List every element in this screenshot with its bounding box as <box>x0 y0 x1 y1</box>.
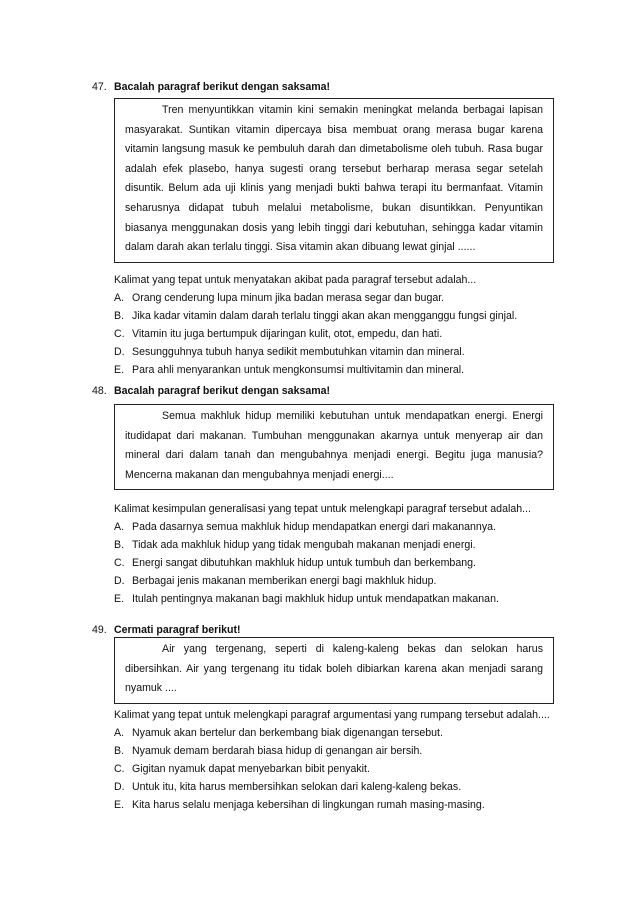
option-d: D. Untuk itu, kita harus membersihkan selokan dari kaleng-kaleng bekas. <box>114 780 462 793</box>
passage-box <box>114 404 554 490</box>
options-list <box>114 724 572 814</box>
option-b: B. Nyamuk demam berdarah biasa hidup di genangan air bersih. <box>114 744 423 757</box>
option-c: C. Vitamin itu juga bertumpuk dijaringan kulit, otot, empedu, dan hati. <box>114 327 443 340</box>
question-48 <box>92 382 572 608</box>
option-a: A. Pada dasarnya semua makhluk hidup mendapatkan energi dari makanannya. <box>114 521 496 534</box>
question-instruction: Bacalah paragraf berikut dengan saksama! <box>114 385 331 397</box>
question-stem: Kalimat kesimpulan generalisasi yang tepat untuk melengkapi paragraf tersebut adalah... <box>114 503 531 516</box>
question-number: 48. <box>92 385 107 397</box>
option-b: B. Jika kadar vitamin dalam darah terlalu tinggi akan akan mengganggu fungsi ginjal. <box>114 309 518 322</box>
passage-text: Tren menyuntikkan vitamin kini semakin meningkat melanda berbagai lapisan masyarakat. Suntikan vitamin dipercaya bisa membuat orang merasa bugar karena vitamin langsung masuk ke pembuluh darah dan dimetabolisme oleh tubuh. Rasa bugar adalah efek plasebo, hanya sugesti orang tersebut berharap merasa segar setelah disuntik. Belum ada uji klinis yang menjadi bukti bahwa terapi itu bermanfaat. Vitamin seharusnya didapat tubuh melalui metabolisme, bukan disuntikkan. Penyuntikan biasanya menggunakan dosis yang lebih tinggi dari kebutuhan, sehingga kadar vitamin dalam darah akan terlalu tinggi. Sisa vitamin akan dibuang lewat ginjal ...... <box>125 104 543 254</box>
passage-text: Semua makhluk hidup memiliki kebutuhan untuk mendapatkan energi. Energi itudidapat dari makanan. Tumbuhan menggunakan akarnya untuk menyerap air dan mineral dari dalam tanah dan mengubahnya menjadi energi. Begitu juga manusia? Mencerna makanan dan mengubahnya menjadi energi.... <box>125 410 543 481</box>
question-header <box>92 78 572 96</box>
option-e: E. Itulah pentingnya makanan bagi makhluk hidup untuk mendapatkan makanan. <box>114 593 499 606</box>
question-47 <box>92 78 572 379</box>
option-d: D. Sesungguhnya tubuh hanya sedikit membutuhkan vitamin dan mineral. <box>114 345 465 358</box>
options-list <box>114 289 572 379</box>
option-a: A. Orang cenderung lupa minum jika badan merasa segar dan bugar. <box>114 291 445 304</box>
question-49 <box>92 621 572 814</box>
passage-box <box>114 98 554 263</box>
option-c: C. Energi sangat dibutuhkan makhluk hidup untuk tumbuh dan berkembang. <box>114 557 476 570</box>
options-list <box>114 518 572 608</box>
option-e: E. Kita harus selalu menjaga kebersihan di lingkungan rumah masing-masing. <box>114 798 485 811</box>
passage-box <box>114 637 554 704</box>
question-stem: Kalimat yang tepat untuk melengkapi paragraf argumentasi yang rumpang tersebut adalah.... <box>114 708 550 721</box>
question-instruction: Cermati paragraf berikut! <box>114 624 241 636</box>
option-e: E. Para ahli menyarankan untuk mengkonsumsi multivitamin dan mineral. <box>114 363 465 376</box>
question-stem: Kalimat yang tepat untuk menyatakan akibat pada paragraf tersebut adalah... <box>114 273 477 286</box>
question-number: 47. <box>92 81 107 93</box>
passage-text: Air yang tergenang, seperti di kaleng-kaleng bekas dan selokan harus dibersihkan. Air yang tergenang itu tidak boleh dibiarkan karena akan menjadi sarang nyamuk .... <box>125 643 543 695</box>
option-a: A. Nyamuk akan bertelur dan berkembang biak digenangan tersebut. <box>114 726 443 739</box>
question-number: 49. <box>92 624 107 636</box>
option-b: B. Tidak ada makhluk hidup yang tidak mengubah makanan menjadi energi. <box>114 539 476 552</box>
option-d: D. Berbagai jenis makanan memberikan energi bagi makhluk hidup. <box>114 575 437 588</box>
question-instruction: Bacalah paragraf berikut dengan saksama! <box>114 81 331 93</box>
option-c: C. Gigitan nyamuk dapat menyebarkan bibit penyakit. <box>114 762 370 775</box>
question-header <box>92 382 572 400</box>
